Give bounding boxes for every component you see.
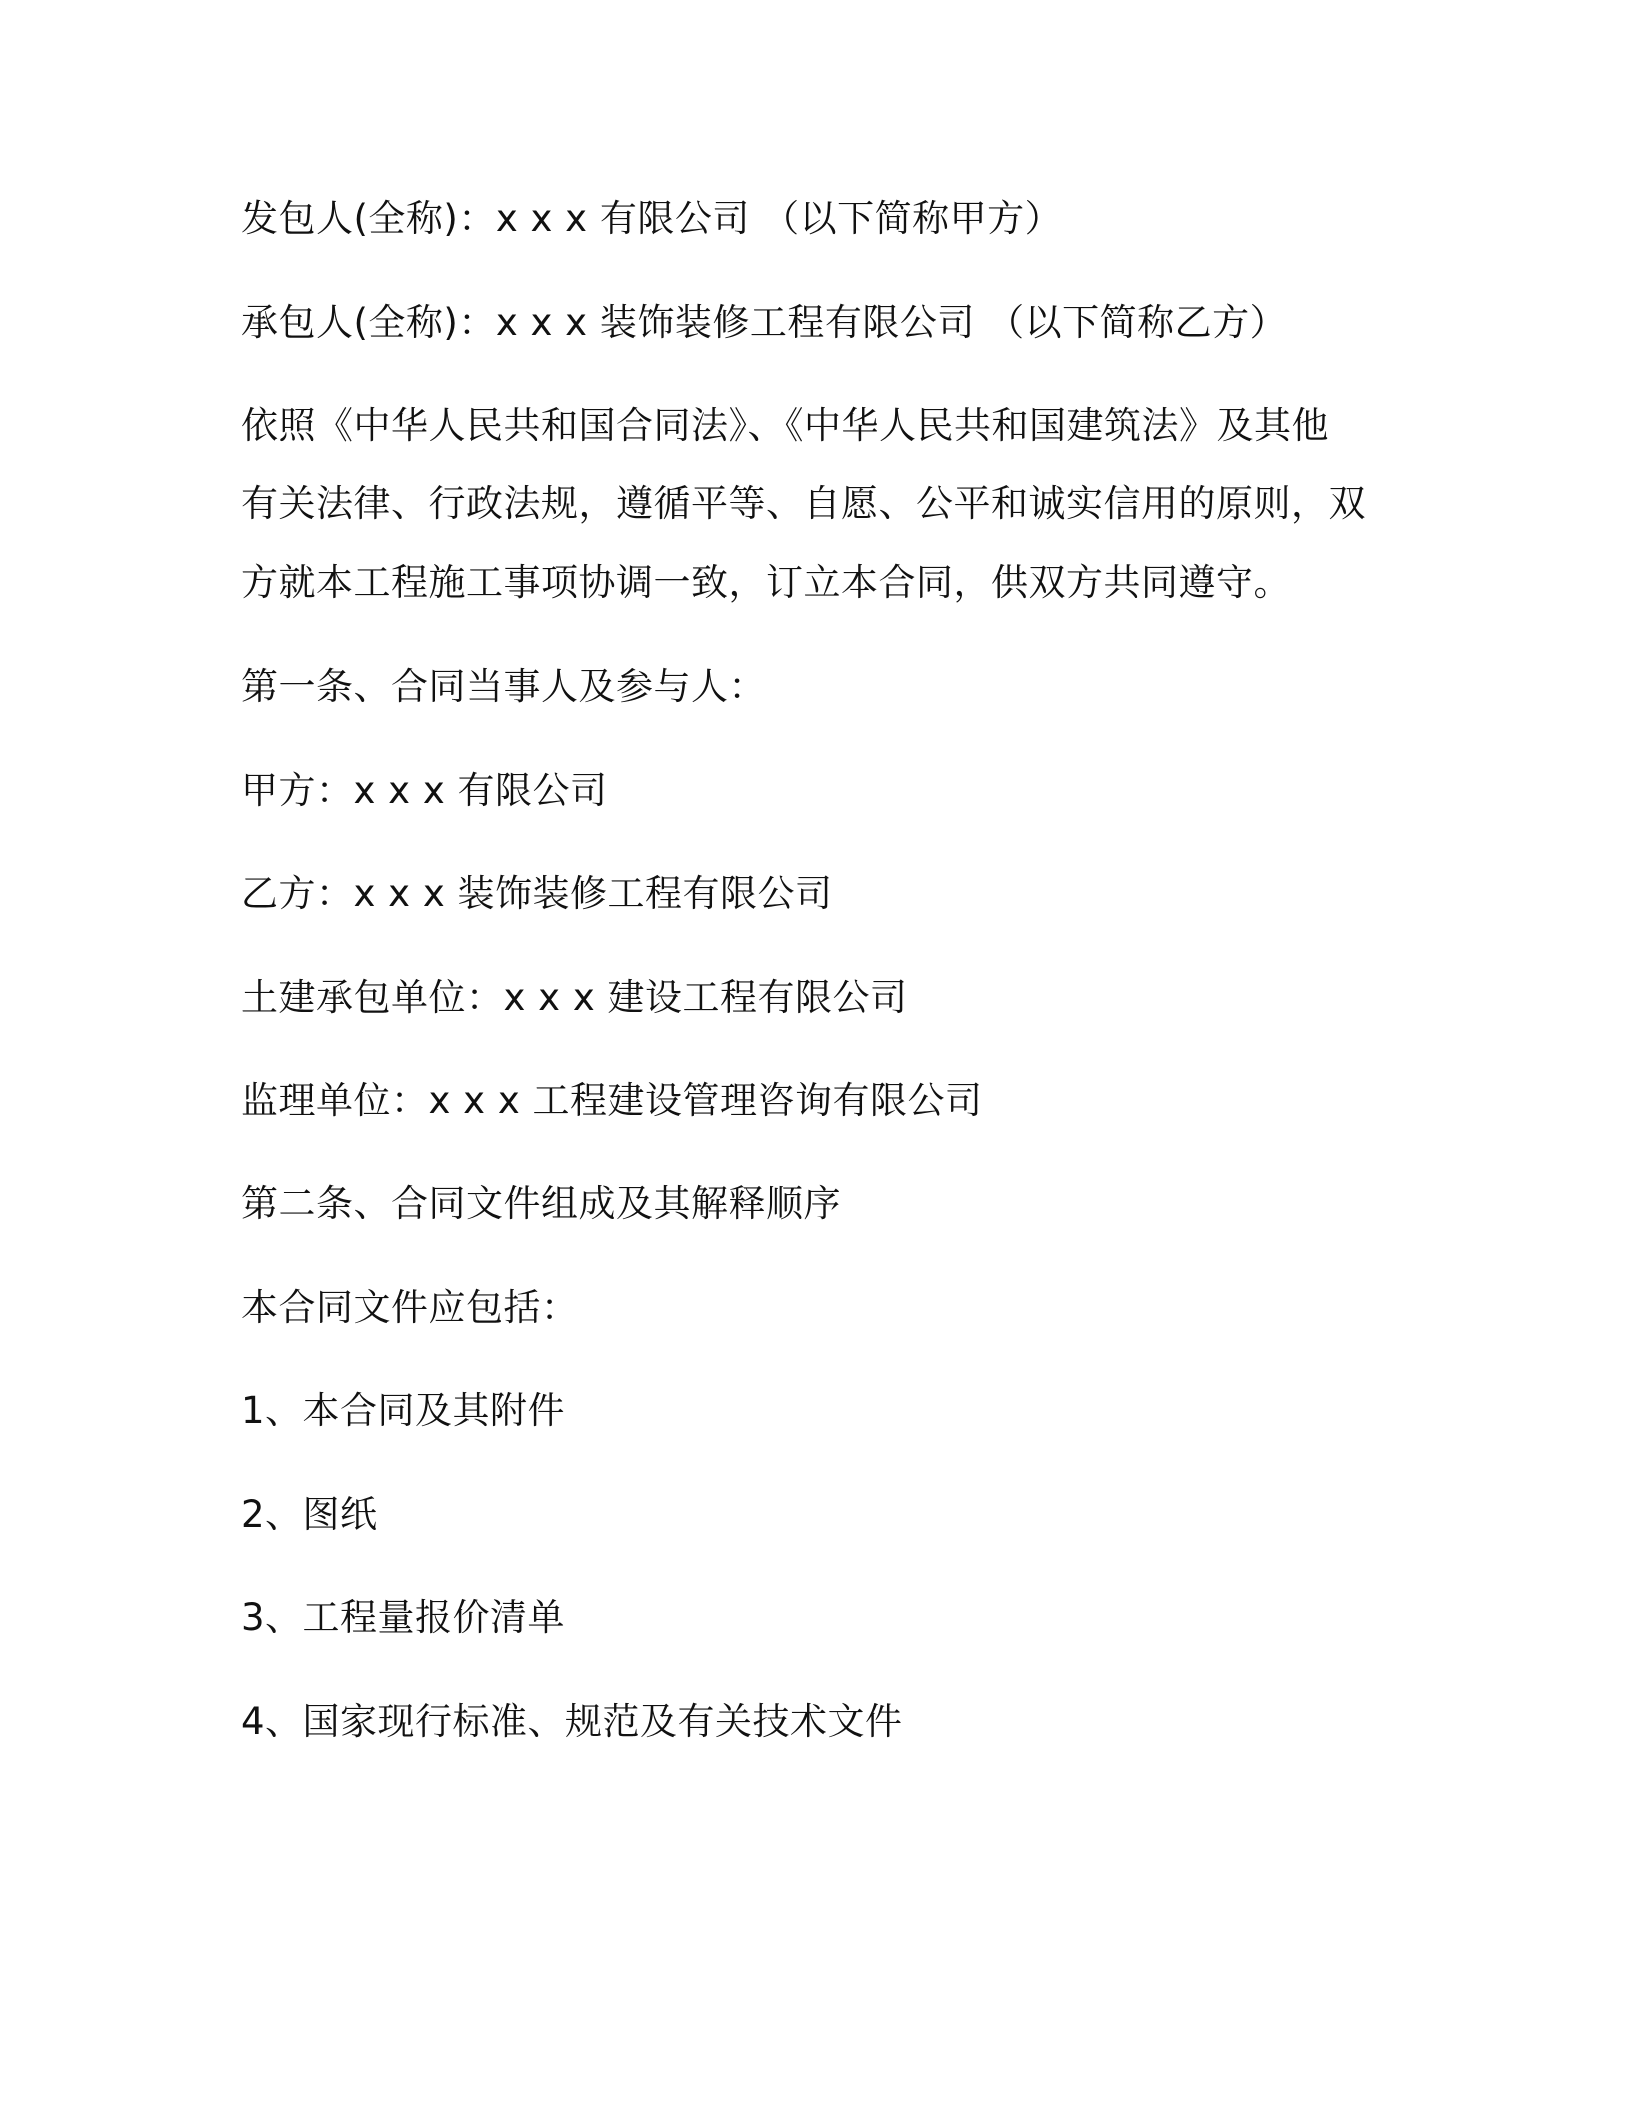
contractor-line: 承包人(全称)：x x x 装饰装修工程有限公司 （以下简称乙方）	[241, 301, 1288, 344]
article-2-title: 第二条、合同文件组成及其解释顺序	[241, 1182, 841, 1225]
intro-line-2: 有关法律、行政法规，遵循平等、自愿、公平和诚实信用的原则，双	[241, 482, 1366, 525]
intro-line-1: 依照《中华人民共和国合同法》、《中华人民共和国建筑法》及其他	[241, 404, 1329, 447]
intro-line-3: 方就本工程施工事项协调一致，订立本合同，供双方共同遵守。	[241, 561, 1291, 604]
docs-intro-line: 本合同文件应包括：	[241, 1286, 579, 1329]
employer-line: 发包人(全称)：x x x 有限公司 （以下简称甲方）	[241, 197, 1063, 240]
article-1-title: 第一条、合同当事人及参与人：	[241, 665, 766, 708]
doc-item-4: 4、国家现行标准、规范及有关技术文件	[241, 1700, 903, 1743]
doc-item-2: 2、图纸	[241, 1493, 378, 1536]
party-b-line: 乙方：x x x 装饰装修工程有限公司	[241, 872, 833, 915]
civil-contractor-line: 土建承包单位：x x x 建设工程有限公司	[241, 976, 908, 1019]
doc-item-3: 3、工程量报价清单	[241, 1596, 566, 1639]
party-a-line: 甲方：x x x 有限公司	[241, 769, 608, 812]
supervisor-line: 监理单位：x x x 工程建设管理咨询有限公司	[241, 1079, 983, 1122]
doc-item-1: 1、本合同及其附件	[241, 1389, 566, 1432]
